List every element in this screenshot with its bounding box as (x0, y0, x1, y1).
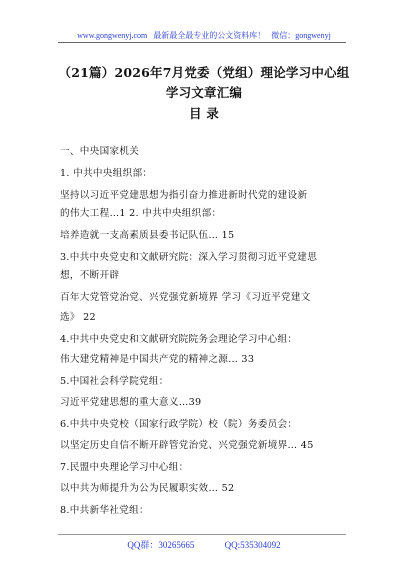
page-header (0, 30, 408, 41)
toc-line[interactable]: 5.中国社会科学院党组： (60, 376, 169, 387)
toc-line[interactable]: 7.民盟中央理论学习中心组： (60, 462, 189, 473)
toc-line[interactable]: 的伟大工程…1 2. 中共中央组织部： (60, 208, 222, 219)
header-wechat: 微信：gongwenyj (271, 31, 331, 40)
toc-line[interactable]: 选》 22 (60, 312, 96, 323)
toc-line[interactable]: 3.中共中央党史和文献研究院：深入学习贯彻习近平党建思 (60, 252, 318, 263)
toc-line[interactable]: 8.中共新华社党组： (60, 505, 149, 516)
toc-line[interactable]: 伟大建党精神是中国共产党的精神之源… 33 (60, 354, 255, 365)
page-footer (0, 538, 408, 551)
toc-heading: 目 录 (189, 106, 219, 121)
footer-qq-group: QQ群：30265665 (127, 540, 195, 550)
footer-divider (58, 534, 346, 535)
document-title: （21篇）2026年7月党委（党组）理论学习中心组 (58, 65, 350, 80)
toc-line[interactable]: 培养造就一支高素质县委书记队伍… 15 (60, 230, 235, 241)
toc-line[interactable]: 6.中共中央党校（国家行政学院）校（院）务委员会： (60, 419, 298, 430)
footer-qq: QQ:535304092 (224, 540, 281, 550)
toc-line[interactable]: 习近平党建思想的重大意义…39 (60, 397, 202, 408)
toc-line[interactable]: 4.中共中央党史和文献研究院院务会理论学习中心组： (60, 334, 298, 345)
header-site-link[interactable]: www.gongwenyj.com (77, 31, 148, 40)
toc-line[interactable]: 1. 中共中央组织部： (60, 168, 153, 179)
toc-line[interactable]: 百年大党管党治党、兴党强党新境界 学习《习近平党建文 (60, 292, 311, 303)
header-divider (58, 42, 346, 43)
toc-line[interactable]: 以坚定历史自信不断开辟管党治党、兴党强党新境界… 45 (60, 440, 314, 451)
document-subtitle: 学习文章汇编 (165, 85, 243, 100)
toc-line[interactable]: 坚持以习近平党建思想为指引奋力推进新时代党的建设新 (60, 190, 308, 201)
toc-line[interactable]: 一、中央国家机关 (60, 146, 140, 157)
toc-line[interactable]: 想，不断开辟 (60, 270, 120, 281)
toc-line[interactable]: 以中共为师提升为公为民履职实效… 52 (60, 483, 235, 494)
header-slogan: 最新最全最专业的公文资料库！ (153, 31, 266, 40)
